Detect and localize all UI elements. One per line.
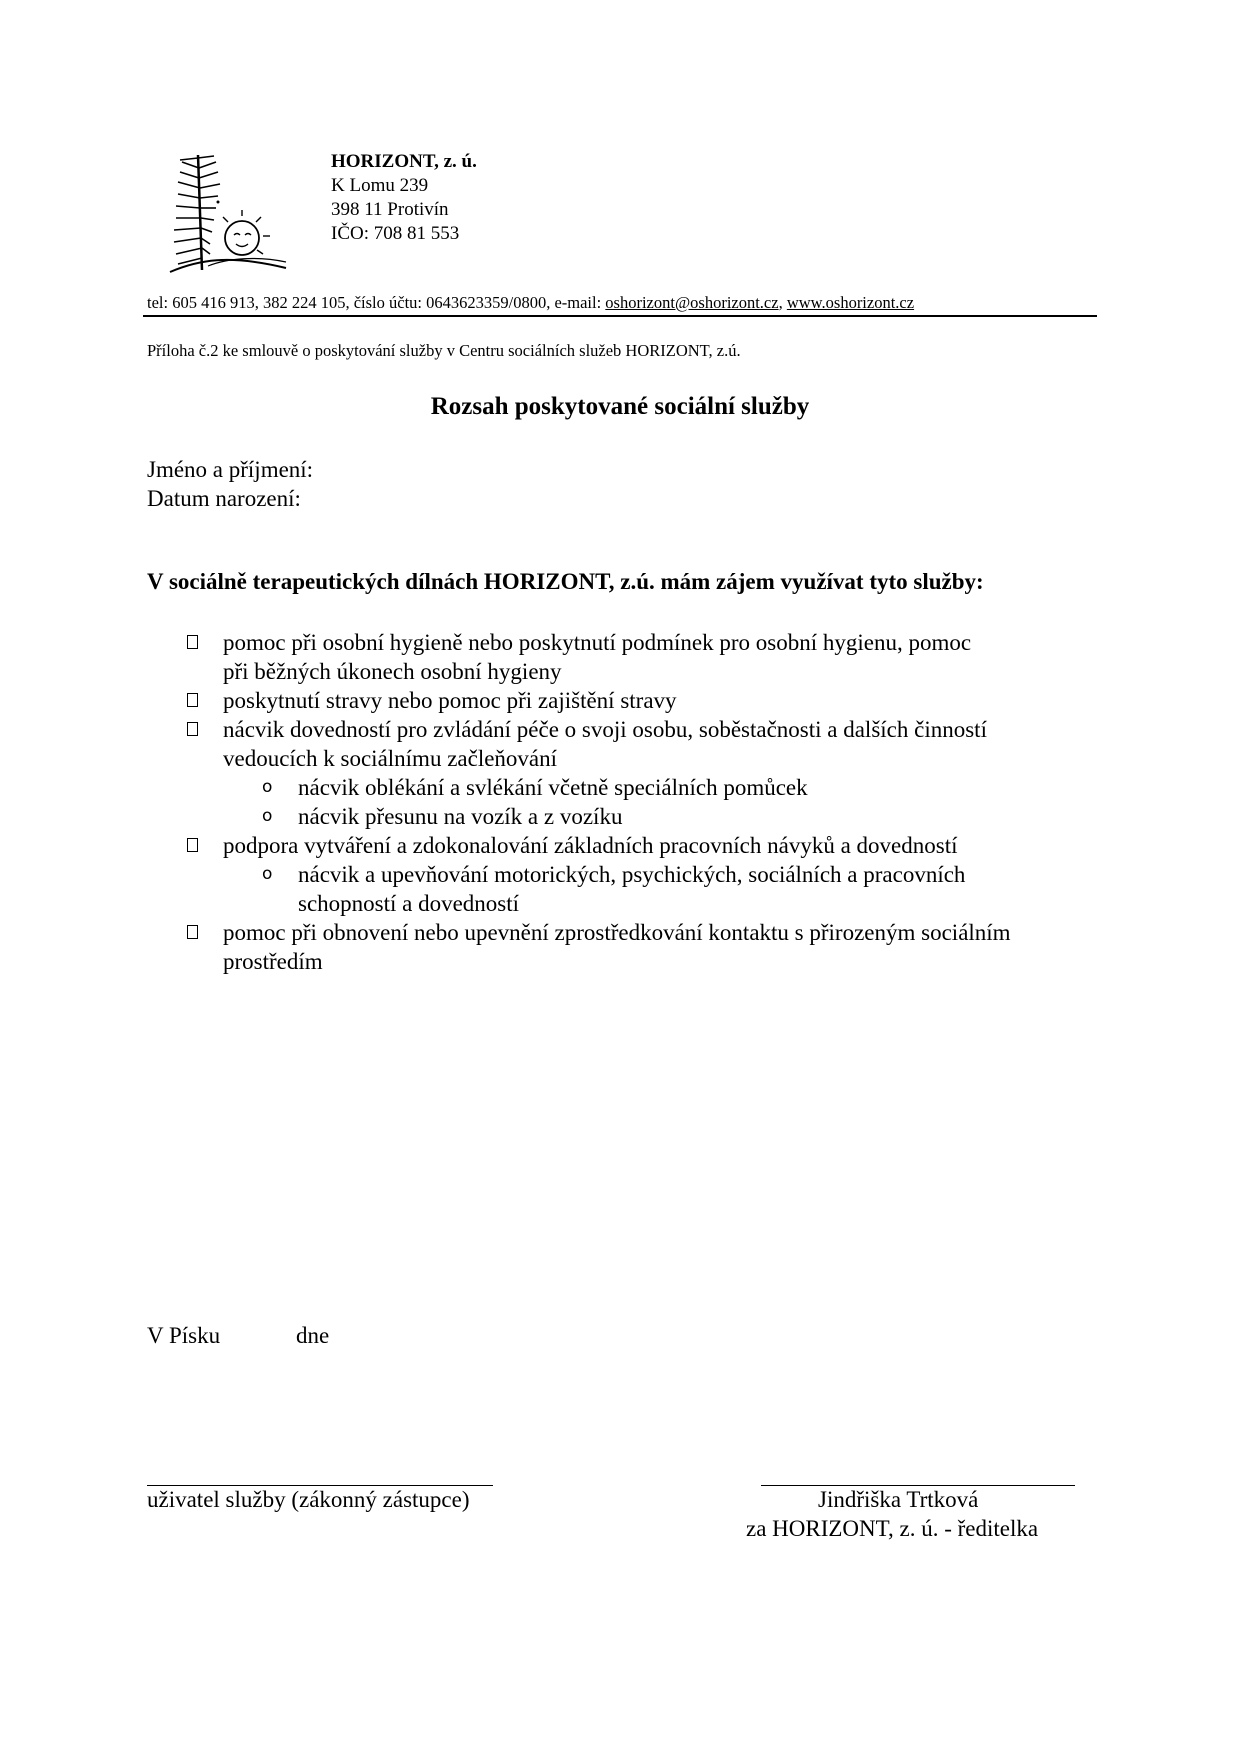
org-ico: IČO: 708 81 553 bbox=[331, 223, 460, 244]
service-subitem bbox=[0, 860, 1240, 918]
service-item-text: podpora vytváření a zdokonalování základních pracovních návyků a dovedností bbox=[223, 833, 958, 858]
org-name: HORIZONT, z. ú. bbox=[331, 151, 477, 172]
service-subitem bbox=[0, 802, 1240, 831]
service-subitem-text: nácvik přesunu na vozík a z vozíku bbox=[298, 804, 623, 829]
checkbox-icon[interactable] bbox=[187, 838, 198, 852]
circle-bullet-icon: o bbox=[262, 777, 273, 797]
circle-bullet-icon: o bbox=[262, 806, 273, 826]
service-item-text: vedoucích k sociálnímu začleňování bbox=[223, 746, 558, 771]
director-name: Jindřiška Trtková bbox=[818, 1487, 979, 1512]
service-subitem-text: schopností a dovedností bbox=[298, 891, 520, 916]
service-item-text: nácvik dovedností pro zvládání péče o svoji osobu, soběstačnosti a dalších činností bbox=[223, 717, 987, 742]
letterhead-rule bbox=[143, 315, 1097, 317]
contact-separator: , bbox=[778, 293, 787, 312]
checkbox-icon[interactable] bbox=[187, 693, 198, 707]
horizont-logo bbox=[168, 150, 288, 275]
date-label: dne bbox=[296, 1323, 330, 1348]
person-fields bbox=[147, 455, 313, 513]
service-item bbox=[0, 831, 1240, 860]
organization-block bbox=[331, 150, 477, 246]
birth-date-label: Datum narození: bbox=[147, 486, 301, 511]
appendix-note: Příloha č.2 ke smlouvě o poskytování služby v Centru sociálních služeb HORIZONT, z.ú. bbox=[147, 341, 741, 360]
circle-bullet-icon: o bbox=[262, 864, 273, 884]
service-item bbox=[0, 686, 1240, 715]
org-street: K Lomu 239 bbox=[331, 175, 429, 196]
service-item-text: pomoc při obnovení nebo upevnění zprostředkování kontaktu s přirozeným sociálním bbox=[223, 920, 1011, 945]
checkbox-icon[interactable] bbox=[187, 925, 198, 939]
director-role: za HORIZONT, z. ú. - ředitelka bbox=[746, 1516, 1039, 1541]
service-item-text: poskytnutí stravy nebo pomoc při zajištění stravy bbox=[223, 688, 677, 713]
name-label: Jméno a příjmení: bbox=[147, 457, 314, 482]
services-intro: V sociálně terapeutických dílnách HORIZONT, z.ú. mám zájem využívat tyto služby: bbox=[147, 569, 984, 594]
service-item-text: při běžných úkonech osobní hygieny bbox=[223, 659, 562, 684]
services-checklist bbox=[0, 628, 1240, 976]
service-item bbox=[0, 918, 1240, 976]
place-label: V Písku bbox=[147, 1323, 221, 1348]
service-item-text: prostředím bbox=[223, 949, 323, 974]
service-item-text: pomoc při osobní hygieně nebo poskytnutí podmínek pro osobní hygienu, pomoc bbox=[223, 630, 972, 655]
checkbox-icon[interactable] bbox=[187, 635, 198, 649]
director-signature-line bbox=[761, 1485, 1075, 1486]
user-signature-label: uživatel služby (zákonný zástupce) bbox=[147, 1487, 470, 1512]
contact-line bbox=[147, 293, 914, 313]
service-subitem-text: nácvik oblékání a svlékání včetně speciálních pomůcek bbox=[298, 775, 808, 800]
email-link[interactable]: oshorizont@oshorizont.cz bbox=[605, 293, 779, 312]
service-item bbox=[0, 628, 1240, 686]
service-subitem-text: nácvik a upevňování motorických, psychických, sociálních a pracovních bbox=[298, 862, 966, 887]
service-item bbox=[0, 715, 1240, 773]
service-subitem bbox=[0, 773, 1240, 802]
document-title: Rozsah poskytované sociální služby bbox=[430, 393, 810, 420]
user-signature-line bbox=[147, 1485, 493, 1486]
org-city: 398 11 Protivín bbox=[331, 199, 449, 220]
checkbox-icon[interactable] bbox=[187, 722, 198, 736]
contact-prefix: tel: 605 416 913, 382 224 105, číslo účtu: 0643623359/0800, e-mail: bbox=[147, 293, 606, 312]
website-link[interactable]: www.oshorizont.cz bbox=[786, 293, 915, 312]
